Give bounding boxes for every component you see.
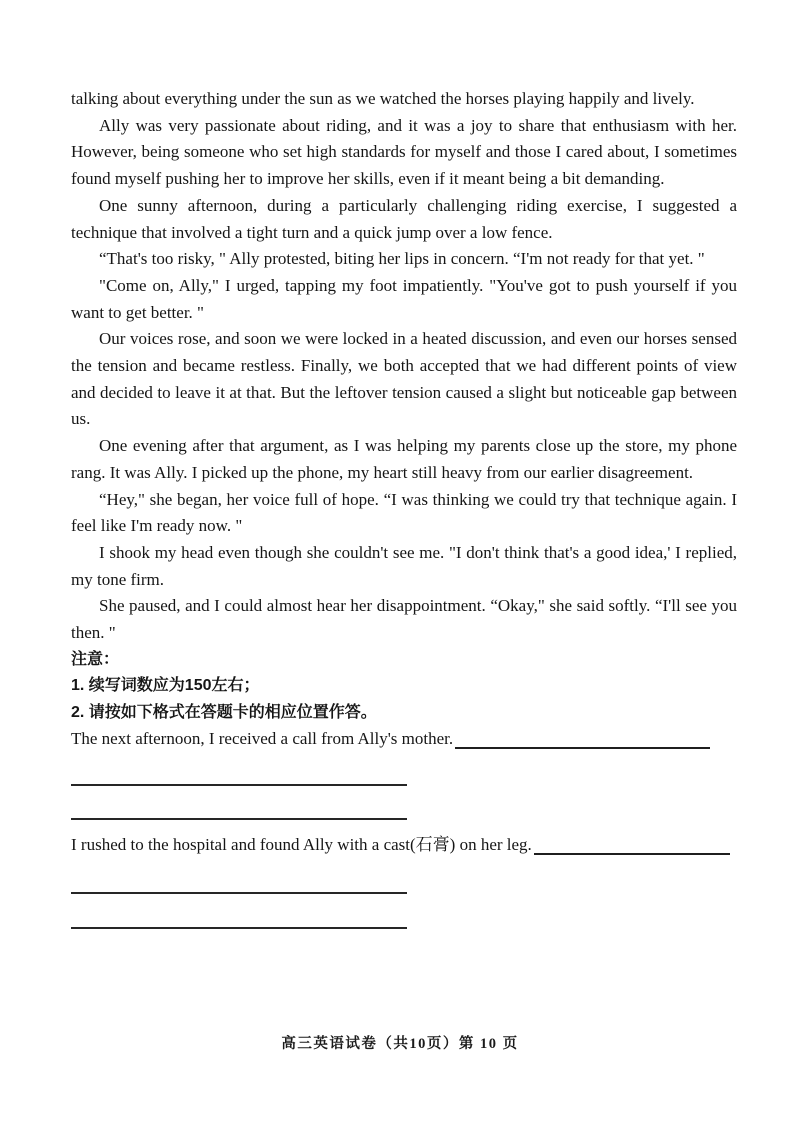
passage-paragraph: She paused, and I could almost hear her disappointment. “Okay," she said softly. “I'll see you then. " [71, 596, 737, 643]
passage-paragraph: One sunny afternoon, during a particularly challenging riding exercise, I suggested a technique that involved a tight turn and a quick jump over a low fence. [71, 195, 737, 242]
passage-paragraph: talking about everything under the sun as we watched the horses playing happily and lively. [71, 89, 695, 108]
passage-paragraph: Our voices rose, and soon we were locked in a heated discussion, and even our horses sensed the tension and became restless. Finally, we both accepted that we had different points of view and decided to leave it at that. But the leftover tension caused a slight but noticeable gap between us. [71, 329, 737, 429]
page-footer: 高三英语试卷（共10页）第 10 页 [281, 1036, 519, 1052]
answer-prompt-2 [71, 832, 730, 859]
prompt-text-2: I rushed to the hospital and found Ally with a cast(石膏) on her leg. [71, 835, 532, 855]
passage-paragraph: "Come on, Ally," I urged, tapping my foot impatiently. "You've got to push yourself if you want to get better. " [71, 275, 737, 322]
passage-paragraph: Ally was very passionate about riding, and it was a joy to share that enthusiasm with her. However, being someone who set high standards for myself and those I cared about, I sometimes found myself pushing her to improve her skills, even if it meant being a bit demanding. [71, 115, 737, 189]
passage-paragraph: “That's too risky, " Ally protested, biting her lips in concern. “I'm not ready for that yet. " [99, 249, 705, 269]
note-item-1: 1. 续写词数应为150左右； [71, 677, 260, 695]
writing-instructions [71, 647, 737, 727]
answer-prompt-1 [71, 726, 710, 753]
notes-heading: 注意： [71, 650, 120, 668]
note-item-2: 2. 请按如下格式在答题卡的相应位置作答。 [71, 703, 377, 721]
passage-paragraph: “Hey," she began, her voice full of hope. “I was thinking we could try that technique again. I feel like I'm ready now. " [71, 489, 737, 536]
answer-line [71, 818, 407, 820]
passage [71, 86, 737, 647]
answer-line [71, 927, 407, 929]
passage-paragraph: I shook my head even though she couldn't see me. "I don't think that's a good idea,' I replied, my tone firm. [71, 542, 737, 589]
passage-paragraph: One evening after that argument, as I was helping my parents close up the store, my phone rang. It was Ally. I picked up the phone, my heart still heavy from our earlier disagreement. [71, 436, 737, 482]
answer-line [71, 784, 407, 786]
prompt-underline-1 [455, 726, 710, 749]
answer-line [71, 892, 407, 894]
prompt-text-1: The next afternoon, I received a call from Ally's mother. [71, 729, 454, 749]
page-content [71, 86, 737, 929]
prompt-underline-2 [534, 832, 730, 855]
